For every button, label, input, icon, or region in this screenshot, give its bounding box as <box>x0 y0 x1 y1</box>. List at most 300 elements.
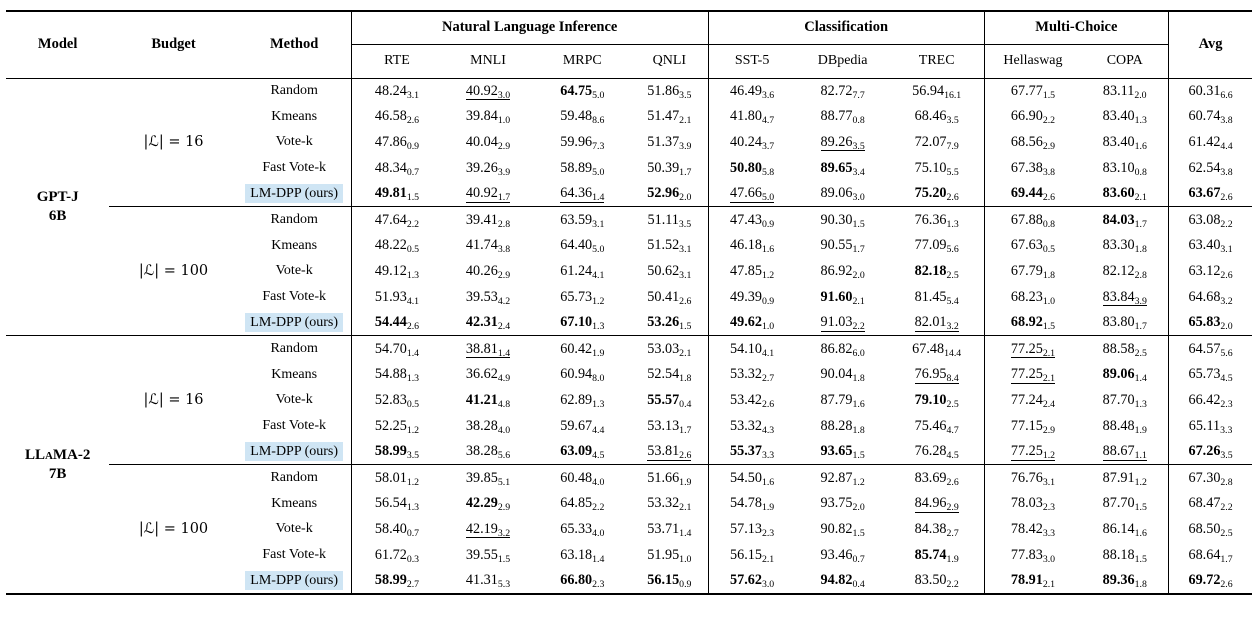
score-std: 1.5 <box>1042 89 1056 101</box>
score-value: 77.25 <box>1010 340 1043 357</box>
score <box>374 185 420 204</box>
method-label: Random <box>270 83 318 99</box>
score-std: 1.3 <box>1134 398 1147 410</box>
method-label-highlighted: LM-DPP (ours) <box>245 184 343 203</box>
score-cell <box>795 104 889 130</box>
score <box>647 160 691 176</box>
score-cell <box>1169 439 1252 465</box>
score-value: 85.74 <box>914 546 947 563</box>
score-cell <box>631 362 708 388</box>
score-value: 68.64 <box>1188 546 1221 563</box>
score-cell <box>795 310 889 336</box>
score <box>560 83 604 99</box>
score-value: 47.66 <box>730 185 762 202</box>
score-std: 1.3 <box>592 398 605 410</box>
score-cell <box>534 233 631 259</box>
score <box>560 185 604 203</box>
score-value: 64.40 <box>560 237 593 254</box>
score-std: 2.7 <box>761 373 775 385</box>
method-cell <box>238 336 351 362</box>
score-value: 63.12 <box>1188 262 1221 279</box>
score <box>821 134 865 152</box>
score-std: 5.0 <box>592 89 605 101</box>
score-std: 1.3 <box>946 218 959 230</box>
score-value: 78.03 <box>1010 495 1043 512</box>
score-std: 1.2 <box>592 295 605 307</box>
score-value: 94.82 <box>820 572 853 589</box>
score <box>1188 495 1233 514</box>
score <box>1011 443 1055 461</box>
score <box>647 185 692 204</box>
score-cell <box>1169 181 1252 207</box>
score <box>1010 237 1056 256</box>
score <box>466 547 510 563</box>
score-std: 3.1 <box>679 269 692 281</box>
score <box>1103 470 1147 486</box>
model-line: 6B <box>48 207 67 224</box>
score-std: 2.1 <box>761 553 775 565</box>
score-cell <box>631 130 708 156</box>
score-value: 52.54 <box>647 366 680 383</box>
score <box>730 185 774 203</box>
score <box>375 160 419 176</box>
method-cell <box>238 465 351 491</box>
score-cell <box>890 130 984 156</box>
score-cell <box>534 259 631 285</box>
header-col-trec: TREC <box>890 44 984 78</box>
score <box>375 470 419 486</box>
score-cell <box>1169 413 1252 439</box>
score <box>374 366 420 385</box>
score-std: 1.2 <box>852 476 865 488</box>
score-value: 88.77 <box>820 108 853 125</box>
score-value: 89.36 <box>1102 572 1135 589</box>
score-cell <box>631 388 708 414</box>
score-value: 41.31 <box>465 572 498 589</box>
score-std: 0.4 <box>852 579 865 591</box>
score <box>465 314 511 333</box>
score <box>1188 392 1232 408</box>
method-cell <box>238 517 351 543</box>
method-cell <box>238 568 351 594</box>
score-cell <box>795 388 889 414</box>
score-std: 2.6 <box>946 476 959 488</box>
score-cell <box>984 78 1081 104</box>
score-std: 1.3 <box>592 321 605 333</box>
score-std: 3.8 <box>497 244 511 256</box>
score-cell <box>1081 284 1168 310</box>
score-value: 53.32 <box>730 366 762 383</box>
score-value: 88.48 <box>1102 417 1135 434</box>
score-value: 51.11 <box>647 211 679 228</box>
score-std: 2.9 <box>1042 140 1056 152</box>
score-cell <box>442 104 533 130</box>
score-value: 61.42 <box>1188 133 1221 150</box>
score-std: 0.9 <box>761 218 775 230</box>
score-value: 40.26 <box>465 262 498 279</box>
score-cell <box>631 155 708 181</box>
score-std: 4.0 <box>497 424 511 436</box>
score-value: 40.92 <box>465 82 498 99</box>
method-label: Fast Vote-k <box>262 547 326 563</box>
score <box>821 547 865 563</box>
score-std: 1.0 <box>497 115 511 127</box>
score-cell <box>351 155 442 181</box>
score-cell <box>351 284 442 310</box>
score-cell <box>534 568 631 594</box>
score <box>1102 495 1147 514</box>
score-std: 5.6 <box>946 244 959 256</box>
score-value: 46.58 <box>374 108 407 125</box>
score-value: 86.14 <box>1102 520 1135 537</box>
score <box>647 134 691 150</box>
score-cell <box>795 284 889 310</box>
score-cell <box>890 439 984 465</box>
score <box>915 134 959 150</box>
score <box>466 83 510 101</box>
score-std: 2.4 <box>497 321 511 333</box>
score <box>1103 547 1147 563</box>
score <box>560 366 605 385</box>
score <box>730 341 774 357</box>
score-cell <box>795 78 889 104</box>
score-cell <box>631 413 708 439</box>
score-cell <box>534 388 631 414</box>
score-std: 4.1 <box>592 269 605 281</box>
score-std: 2.9 <box>946 502 959 514</box>
score-std: 0.4 <box>679 398 692 410</box>
score <box>374 572 420 591</box>
score-std: 2.6 <box>1220 192 1233 204</box>
score-value: 41.80 <box>730 108 762 125</box>
score <box>1011 289 1055 305</box>
score-cell <box>795 259 889 285</box>
score-cell <box>708 336 795 362</box>
score-value: 36.62 <box>465 366 498 383</box>
score-value: 54.70 <box>374 340 407 357</box>
score-value: 88.28 <box>820 417 853 434</box>
score-cell <box>708 78 795 104</box>
score <box>647 418 691 434</box>
score <box>1188 289 1232 305</box>
score-cell <box>795 181 889 207</box>
method-cell <box>238 181 351 207</box>
score <box>915 418 959 434</box>
score-value: 90.30 <box>820 211 853 228</box>
score-cell <box>351 78 442 104</box>
score <box>820 366 865 385</box>
score-std: 2.3 <box>1220 398 1233 410</box>
score-cell <box>708 388 795 414</box>
score <box>821 392 865 408</box>
score <box>730 443 775 462</box>
score-value: 59.96 <box>560 133 593 150</box>
score-cell <box>534 310 631 336</box>
score-std: 6.6 <box>1220 89 1233 101</box>
score-value: 50.41 <box>647 288 680 305</box>
score <box>1010 108 1056 127</box>
score-cell <box>890 284 984 310</box>
header-col-dbpedia: DBpedia <box>795 44 889 78</box>
score-std: 1.7 <box>1134 218 1147 230</box>
model-line: LLaMA-2 <box>24 446 91 463</box>
score-value: 51.93 <box>374 288 407 305</box>
score-cell <box>631 104 708 130</box>
score <box>560 547 604 563</box>
header-col-rte: RTE <box>351 44 442 78</box>
score <box>647 572 692 591</box>
score-value: 40.04 <box>465 133 498 150</box>
method-cell <box>238 310 351 336</box>
score <box>466 263 510 279</box>
score-cell <box>890 78 984 104</box>
score <box>560 572 605 591</box>
score <box>1010 495 1056 514</box>
score-value: 47.86 <box>374 133 407 150</box>
score-cell <box>1081 465 1168 491</box>
score <box>560 443 605 462</box>
score-std: 4.7 <box>946 424 959 436</box>
score-cell <box>631 517 708 543</box>
score-cell <box>795 465 889 491</box>
score <box>1188 341 1232 357</box>
score <box>915 263 959 279</box>
score-value: 58.99 <box>374 572 407 589</box>
score-std: 2.0 <box>852 269 865 281</box>
header-col-sst5: SST-5 <box>708 44 795 78</box>
score <box>821 521 865 537</box>
score-std: 7.3 <box>592 140 605 152</box>
score-value: 83.84 <box>1102 288 1135 305</box>
score-std: 1.9 <box>761 502 775 514</box>
score <box>730 263 774 279</box>
score-value: 38.81 <box>465 340 498 357</box>
score-value: 69.72 <box>1188 572 1221 589</box>
score-cell <box>534 439 631 465</box>
score-cell <box>631 310 708 336</box>
score-cell <box>708 517 795 543</box>
score-cell <box>442 362 533 388</box>
score-value: 88.18 <box>1102 546 1135 563</box>
score-value: 49.81 <box>374 185 407 202</box>
score-value: 55.57 <box>647 391 680 408</box>
score <box>1011 366 1055 384</box>
score-cell <box>534 413 631 439</box>
score <box>730 314 775 333</box>
score <box>375 83 419 99</box>
score-std: 3.8 <box>1042 166 1056 178</box>
score-value: 83.80 <box>1102 314 1135 331</box>
score-cell <box>708 310 795 336</box>
score-cell <box>1081 181 1168 207</box>
score-cell <box>984 130 1081 156</box>
score <box>465 237 511 256</box>
score <box>560 314 605 333</box>
score-value: 42.19 <box>465 520 498 537</box>
score-value: 64.68 <box>1188 288 1221 305</box>
score-value: 82.72 <box>820 82 853 99</box>
score-cell <box>1081 130 1168 156</box>
budget-cell: |ℒ| = 100 <box>109 465 237 594</box>
score-value: 60.42 <box>560 340 593 357</box>
score-cell <box>1169 336 1252 362</box>
score-value: 49.12 <box>374 262 407 279</box>
score-value: 40.24 <box>730 133 762 150</box>
score-std: 1.7 <box>1220 553 1233 565</box>
score <box>1102 366 1147 385</box>
score-cell <box>631 284 708 310</box>
score-value: 60.94 <box>560 366 593 383</box>
score-value: 53.32 <box>647 495 680 512</box>
score-value: 83.40 <box>1102 108 1135 125</box>
score-std: 0.8 <box>1134 166 1147 178</box>
score-cell <box>890 542 984 568</box>
score-value: 89.06 <box>1102 366 1135 383</box>
score-std: 0.3 <box>406 553 420 565</box>
score-std: 14.4 <box>944 347 962 359</box>
score <box>1188 443 1233 462</box>
score-cell <box>631 542 708 568</box>
score <box>1010 314 1056 333</box>
score <box>914 237 959 256</box>
header-group-classification: Classification <box>708 11 984 44</box>
score-cell <box>890 517 984 543</box>
score-std: 3.0 <box>1042 553 1056 565</box>
score <box>560 341 604 357</box>
score <box>465 572 511 591</box>
score-value: 89.65 <box>820 159 853 176</box>
score <box>647 392 691 408</box>
score-std: 2.6 <box>1220 269 1233 281</box>
score-cell <box>442 130 533 156</box>
score-value: 51.86 <box>647 82 680 99</box>
score <box>647 470 691 486</box>
score-value: 46.18 <box>730 237 762 254</box>
score-value: 83.11 <box>1102 82 1135 99</box>
score-cell <box>351 542 442 568</box>
score-std: 3.1 <box>679 244 692 256</box>
score-cell <box>534 336 631 362</box>
score-std: 1.3 <box>406 373 420 385</box>
score-value: 78.42 <box>1010 520 1043 537</box>
score-cell <box>1081 310 1168 336</box>
score-std: 4.3 <box>761 424 775 436</box>
score-std: 4.5 <box>946 450 959 462</box>
score-std: 2.6 <box>761 398 775 410</box>
score-std: 2.6 <box>1220 579 1233 591</box>
score-std: 1.6 <box>761 476 775 488</box>
score-value: 84.03 <box>1102 211 1135 228</box>
score-cell <box>708 568 795 594</box>
score-std: 4.0 <box>592 527 605 539</box>
score-value: 60.31 <box>1188 82 1221 99</box>
score <box>821 470 865 486</box>
score-cell <box>1081 362 1168 388</box>
score-value: 77.09 <box>914 237 947 254</box>
score-cell <box>351 491 442 517</box>
score-cell <box>351 517 442 543</box>
score-std: 1.9 <box>592 347 605 359</box>
score-cell <box>1169 130 1252 156</box>
score-std: 4.5 <box>1220 373 1233 385</box>
score-value: 83.40 <box>1102 133 1135 150</box>
score <box>647 263 691 279</box>
method-cell <box>238 439 351 465</box>
score-cell <box>1169 233 1252 259</box>
score-cell <box>442 465 533 491</box>
score-value: 53.42 <box>730 391 762 408</box>
score-std: 8.0 <box>592 373 605 385</box>
score-value: 77.24 <box>1010 391 1043 408</box>
score-std: 1.0 <box>1042 295 1056 307</box>
score-cell <box>442 517 533 543</box>
score <box>375 547 419 563</box>
score-cell <box>795 491 889 517</box>
score <box>647 83 691 99</box>
score-std: 1.1 <box>1134 450 1147 462</box>
score-value: 53.81 <box>647 443 680 460</box>
score-value: 39.26 <box>465 159 498 176</box>
score-cell <box>442 310 533 336</box>
score <box>466 160 510 176</box>
score <box>1103 289 1147 307</box>
score-std: 2.7 <box>946 527 959 539</box>
score-cell <box>1081 388 1168 414</box>
score-std: 1.8 <box>852 424 865 436</box>
score <box>1102 108 1147 127</box>
score-std: 2.2 <box>1042 115 1056 127</box>
score-value: 76.36 <box>914 211 947 228</box>
score <box>560 263 604 279</box>
score-std: 4.8 <box>497 398 511 410</box>
score-cell <box>442 491 533 517</box>
score-std: 1.3 <box>1134 115 1147 127</box>
score <box>374 443 420 462</box>
score-value: 87.91 <box>1102 469 1135 486</box>
score <box>1188 134 1232 150</box>
score-value: 78.91 <box>1010 572 1043 589</box>
score-cell <box>534 362 631 388</box>
score-value: 55.37 <box>730 443 762 460</box>
score <box>374 314 420 333</box>
score-std: 3.0 <box>761 579 775 591</box>
score-cell <box>351 439 442 465</box>
score <box>730 134 774 150</box>
score <box>1011 521 1055 537</box>
score-value: 64.75 <box>560 82 593 99</box>
score <box>1102 185 1147 204</box>
score <box>821 418 865 434</box>
score <box>1011 83 1055 99</box>
score-cell <box>708 491 795 517</box>
score <box>1102 572 1147 591</box>
score-std: 7.7 <box>852 89 865 101</box>
score-std: 8.6 <box>592 115 605 127</box>
score-std: 0.9 <box>406 140 420 152</box>
score-cell <box>984 362 1081 388</box>
score-cell <box>534 130 631 156</box>
score-std: 2.3 <box>761 527 775 539</box>
score-std: 2.2 <box>1220 502 1233 514</box>
score <box>647 366 692 385</box>
score-std: 2.2 <box>1220 218 1233 230</box>
score-value: 49.62 <box>730 314 762 331</box>
score-cell <box>1169 491 1252 517</box>
score-value: 40.92 <box>465 185 498 202</box>
score-value: 64.36 <box>560 185 593 202</box>
score-value: 52.83 <box>374 391 407 408</box>
score-std: 2.0 <box>852 502 865 514</box>
